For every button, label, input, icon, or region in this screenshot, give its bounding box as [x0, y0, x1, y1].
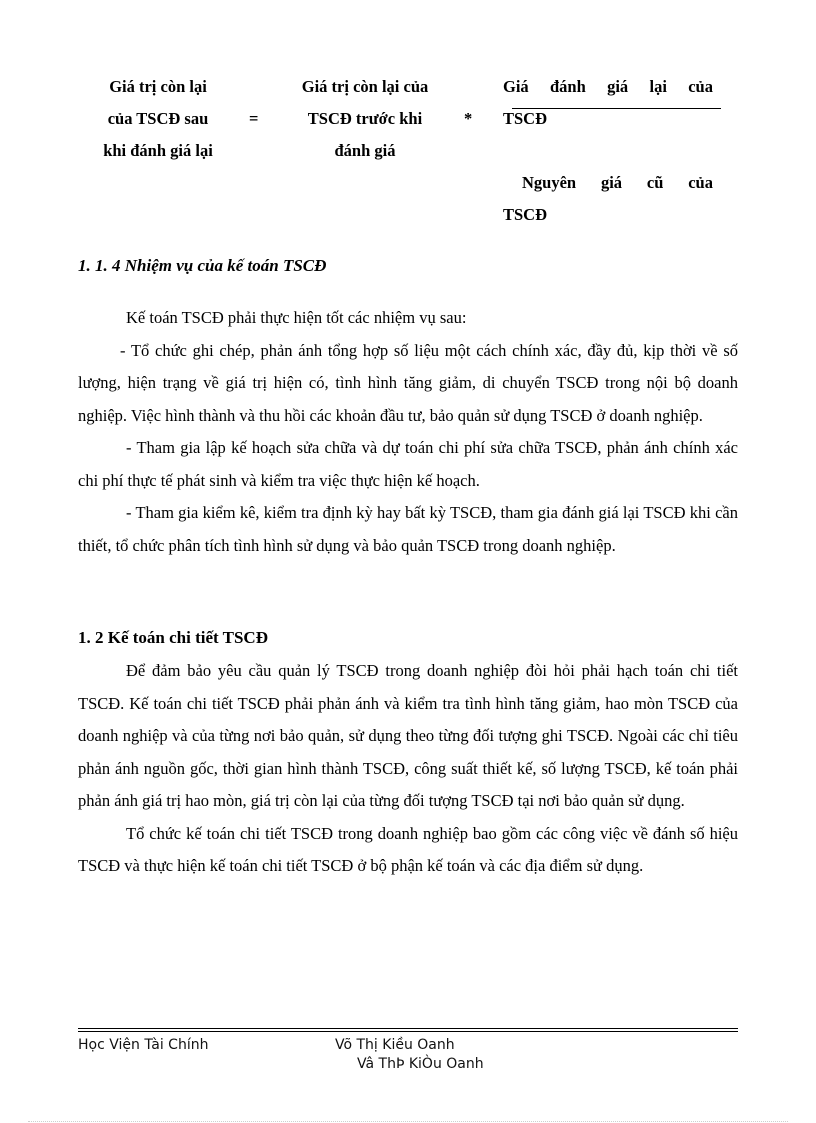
- denominator-line2: TSCĐ: [503, 205, 548, 224]
- formula-denominator: [522, 167, 713, 199]
- formula-numerator: [503, 71, 713, 103]
- section-12-body: [78, 655, 738, 883]
- paragraph: - Tham gia kiểm kê, kiểm tra định kỳ hay bất kỳ TSCĐ, tham gia đánh giá lại TSCĐ khi cần thiết, tổ chức phân tích tình hình sử dụng và bảo quản TSCĐ trong doanh nghiệp.: [78, 503, 738, 555]
- numerator-word: giá: [607, 77, 629, 96]
- formula-left-line: Giá trị còn lại: [109, 77, 207, 96]
- numerator-word: Giá: [503, 77, 529, 96]
- footer-rule: [78, 1028, 738, 1034]
- numerator-word: của: [688, 77, 713, 96]
- paragraph: Kế toán TSCĐ phải thực hiện tốt các nhiệm vụ sau:: [126, 308, 467, 327]
- footer-author: Võ Thị Kiều Oanh: [335, 1037, 455, 1053]
- multiply-sign: *: [464, 109, 473, 128]
- equals-sign: =: [249, 109, 259, 128]
- footer-institution: Học Viện Tài Chính: [78, 1037, 209, 1053]
- section-114-body: [78, 302, 738, 562]
- paragraph: - Tổ chức ghi chép, phản ánh tổng hợp số liệu một cách chính xác, đầy đủ, kịp thời về số lượng, hiện trạng về giá trị hiện có, tình hình tăng giảm, di chuyển TSCĐ trong nội bộ doanh nghiệp. Việc hình thành và thu hồi các khoản đầu tư, bảo quản sử dụng TSCĐ ở doanh nghiệp.: [78, 340, 738, 425]
- formula-middle-line: Giá trị còn lại của: [301, 77, 429, 96]
- denominator-word: giá: [600, 173, 623, 192]
- numerator-word: lại: [649, 77, 667, 96]
- paragraph: Để đảm bảo yêu cầu quản lý TSCĐ trong doanh nghiệp đòi hỏi phải hạch toán chi tiết TSCĐ. Kế toán chi tiết TSCĐ phải phản ánh và kiểm tra tình hình tăng giảm, hao mòn TSCĐ của doanh nghiệp và của từng nơi bảo quản, sử dụng theo từng đối tượng ghi TSCĐ. Ngoài các chỉ tiêu phản ánh nguồn gốc, thời gian hình thành TSCĐ, công suất thiết kế, số lượng TSCĐ, kế toán phải phản ánh giá trị hao mòn, giá trị còn lại của từng đối tượng TSCĐ tại nơi bảo quản sử dụng.: [78, 661, 738, 810]
- numerator-line2: TSCĐ: [503, 109, 548, 128]
- denominator-word: của: [688, 173, 713, 192]
- paragraph: - Tham gia lập kế hoạch sửa chữa và dự toán chi phí sửa chữa TSCĐ, phản ánh chính xác chi phí thực tế phát sinh và kiểm tra việc thực hiện kế hoạch.: [78, 438, 738, 490]
- formula-middle-line: đánh giá: [334, 141, 396, 160]
- formula-middle-term: [280, 71, 450, 167]
- denominator-word: cũ: [646, 173, 664, 192]
- formula-middle-line: TSCĐ trước khi: [307, 109, 423, 128]
- denominator-word: Nguyên: [522, 173, 577, 192]
- formula-left-line: khi đánh giá lại: [103, 141, 213, 160]
- formula-left-term: [78, 71, 238, 167]
- page-edge: [28, 1121, 788, 1122]
- footer-author-garbled: Vâ ThÞ KiÒu Oanh: [357, 1056, 484, 1072]
- formula-left-line: của TSCĐ sau: [107, 109, 209, 128]
- section-heading-114: 1. 1. 4 Nhiệm vụ của kế toán TSCĐ: [78, 256, 327, 275]
- numerator-word: đánh: [549, 77, 586, 96]
- paragraph: Tổ chức kế toán chi tiết TSCĐ trong doanh nghiệp bao gồm các công việc về đánh số hiệu TSCĐ và thực hiện kế toán chi tiết TSCĐ ở bộ phận kế toán và các địa điểm sử dụng.: [78, 823, 738, 875]
- section-heading-12: 1. 2 Kế toán chi tiết TSCĐ: [78, 628, 268, 647]
